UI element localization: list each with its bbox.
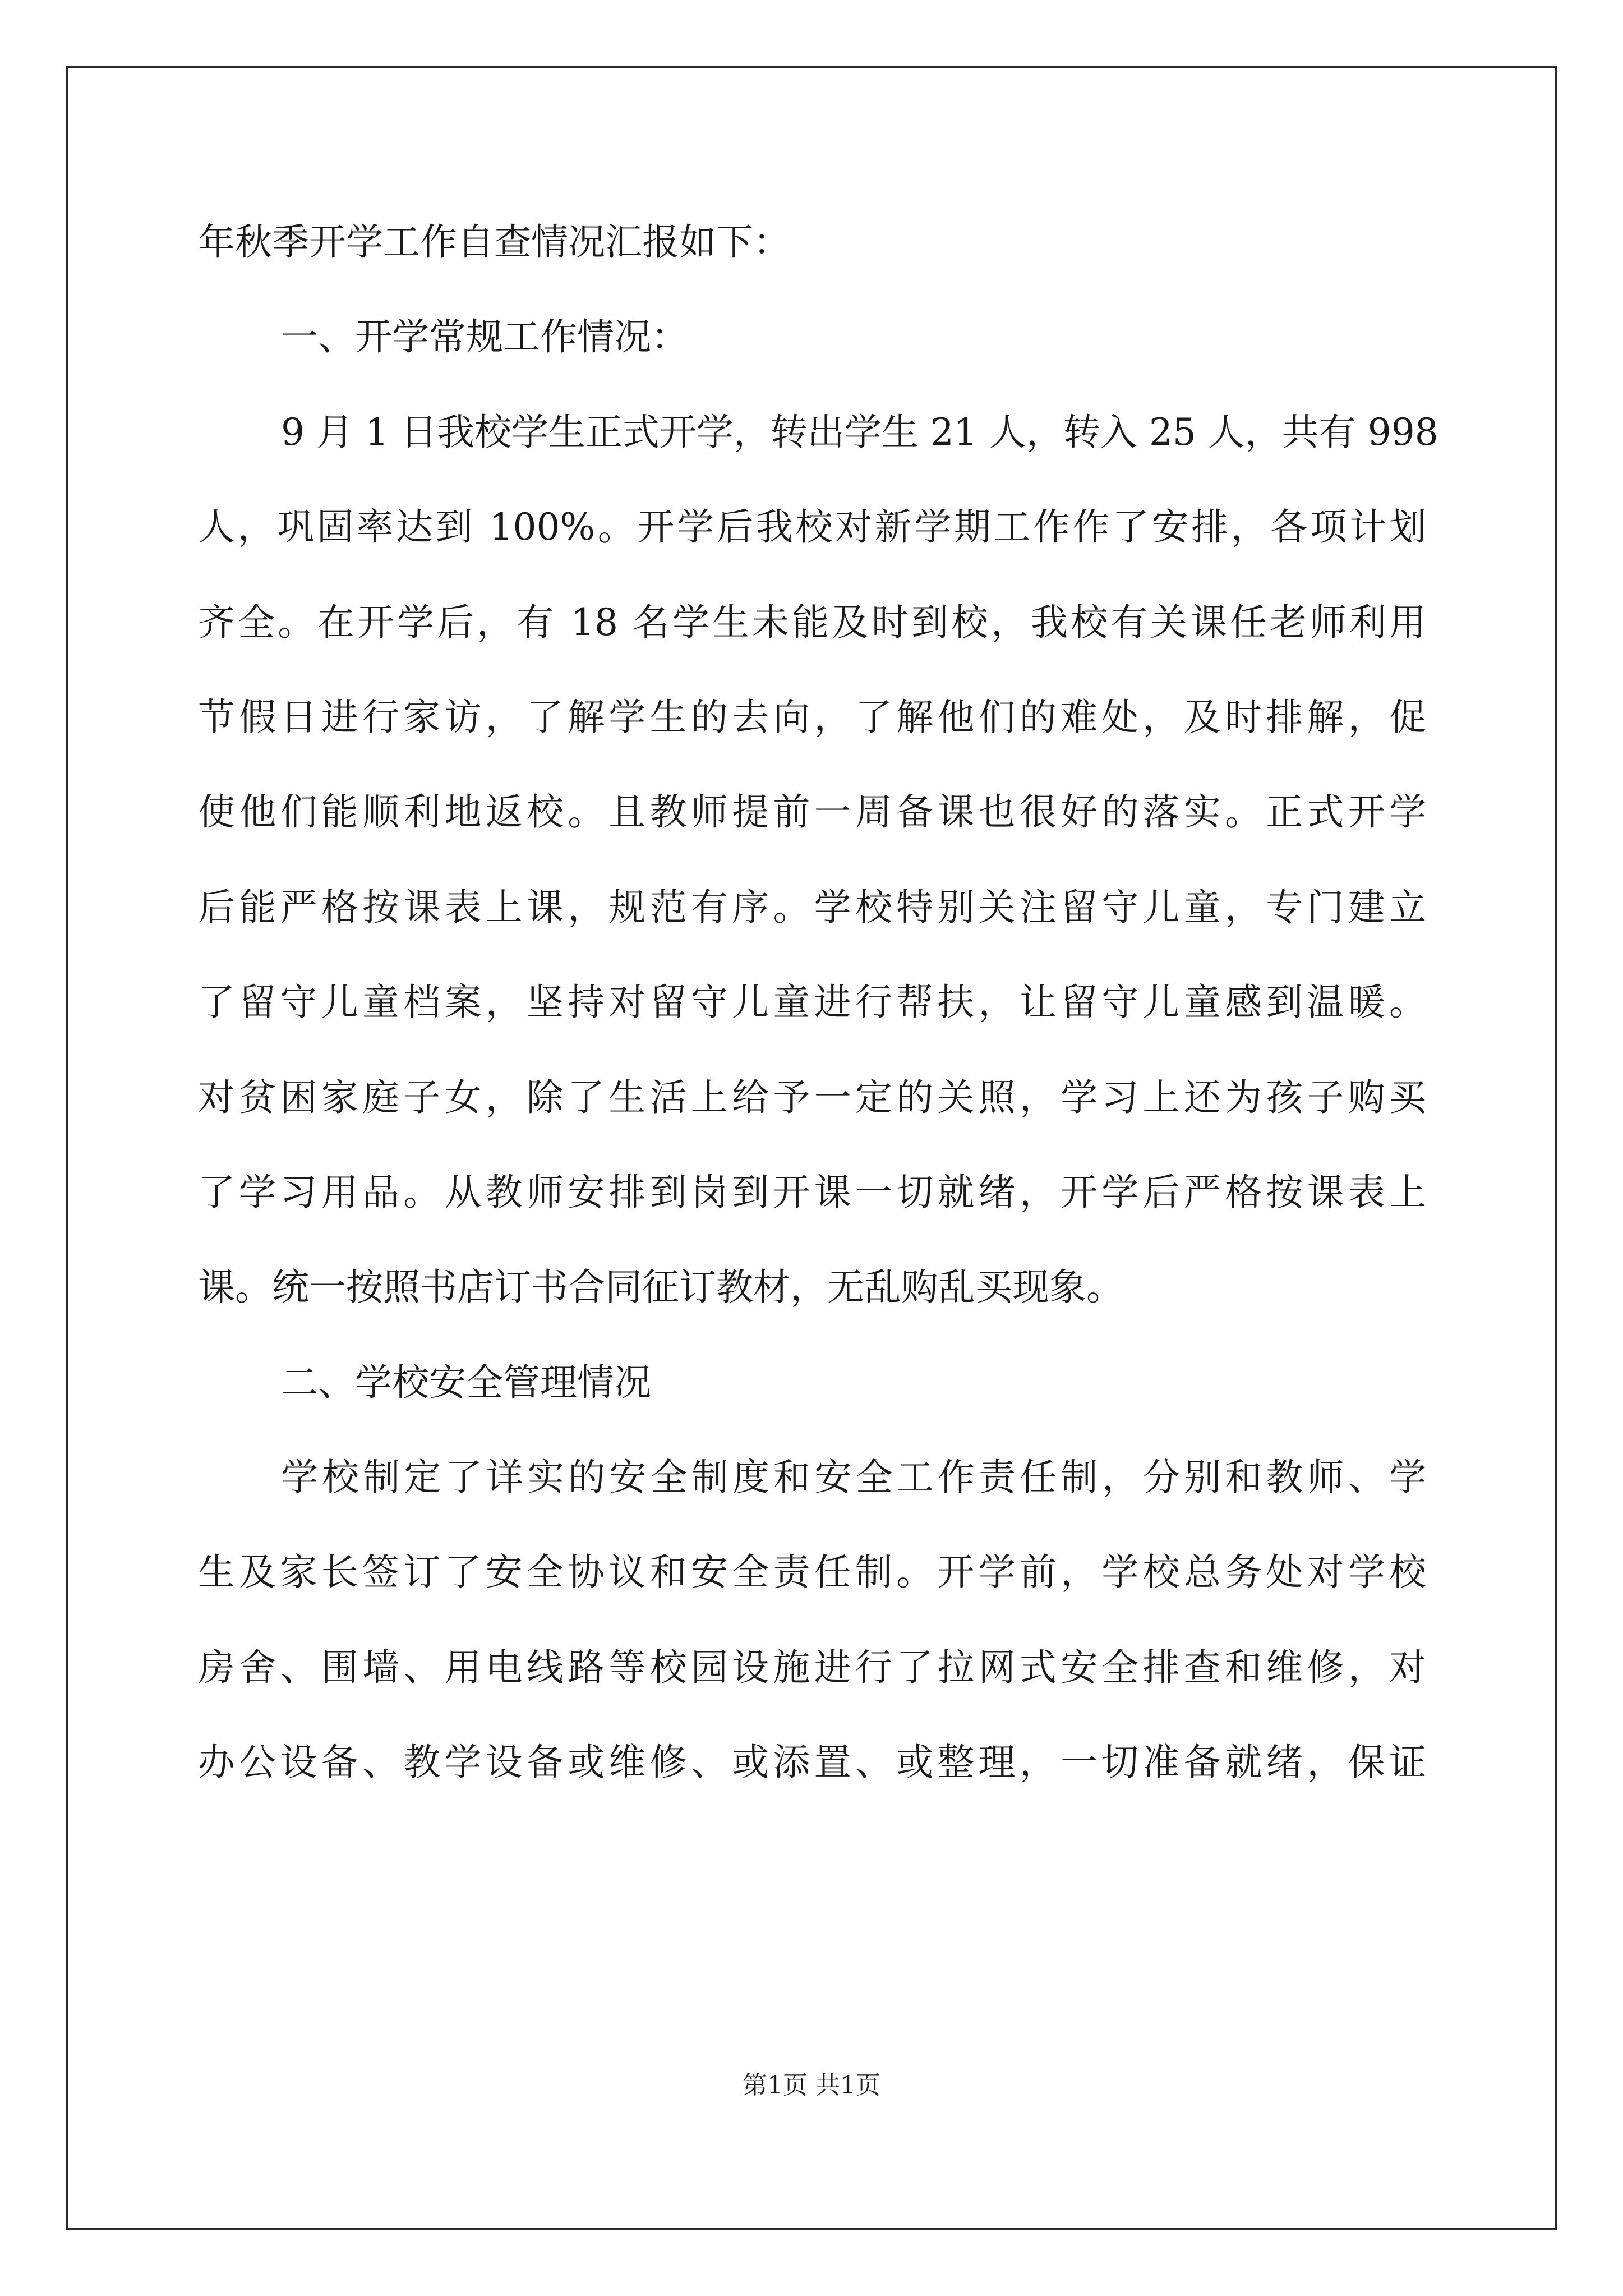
text-line: 课。统一按照书店订书合同征订教材，无乱购乱买现象。 [198, 1266, 1123, 1309]
text-line: 9 月 1 日我校学生正式开学，转出学生 21 人，转入 25 人，共有 998 [281, 410, 1438, 454]
document-body [198, 220, 1438, 1835]
text-line: 生及家长签订了安全协议和安全责任制。开学前，学校总务处对学校 [198, 1550, 1426, 1594]
text-line: 房舍、围墙、用电线路等校园设施进行了拉网式安全排查和维修，对 [198, 1645, 1426, 1689]
text-line: 人，巩固率达到 100%。开学后我校对新学期工作作了安排，各项计划 [198, 505, 1426, 549]
section-heading: 一、开学常规工作情况： [281, 315, 688, 359]
text-line: 对贫困家庭子女，除了生活上给予一定的关照，学习上还为孩子购买 [198, 1075, 1426, 1119]
page-footer: 第1页 共1页 [743, 2071, 880, 2100]
section-heading: 二、学校安全管理情况 [281, 1360, 651, 1404]
text-line: 后能严格按课表上课，规范有序。学校特别关注留守儿童，专门建立 [198, 885, 1426, 929]
text-line: 了留守儿童档案，坚持对留守儿童进行帮扶，让留守儿童感到温暖。 [198, 981, 1426, 1024]
text-line: 了学习用品。从教师安排到岗到开课一切就绪，开学后严格按课表上 [198, 1170, 1426, 1214]
text-line: 齐全。在开学后，有 18 名学生未能及时到校，我校有关课任老师利用 [198, 600, 1426, 644]
text-line: 节假日进行家访，了解学生的去向，了解他们的难处，及时排解，促 [198, 695, 1426, 739]
text-line: 年秋季开学工作自查情况汇报如下： [198, 220, 790, 264]
text-line: 办公设备、教学设备或维修、或添置、或整理，一切准备就绪，保证 [198, 1741, 1426, 1784]
text-line: 使他们能顺利地返校。且教师提前一周备课也很好的落实。正式开学 [198, 790, 1426, 834]
text-line: 学校制定了详实的安全制度和安全工作责任制，分别和教师、学 [281, 1456, 1426, 1499]
